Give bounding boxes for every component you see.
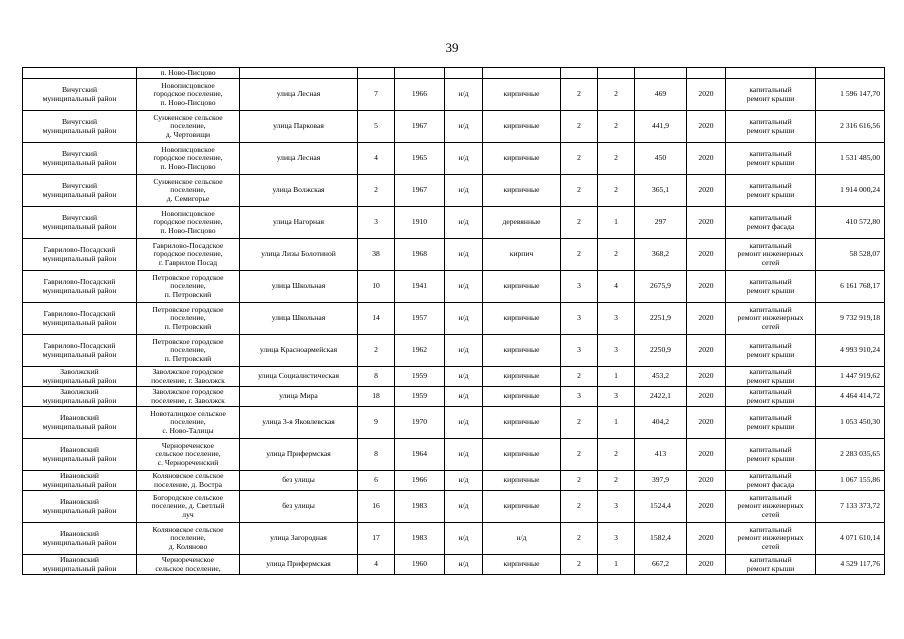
cell-year: 1941 <box>395 271 445 303</box>
cell-na1: н/д <box>445 439 483 471</box>
cell-street: улица Лесная <box>240 143 358 175</box>
table-row <box>23 387 885 407</box>
cell-plan-year: 2020 <box>687 175 726 207</box>
cell-cost: 1 531 485,00 <box>816 143 885 175</box>
cell-material: кирпичные <box>483 335 561 367</box>
cell-street: улица Лизы Болотиной <box>240 239 358 271</box>
cell-entrances: 2 <box>598 439 635 471</box>
cell-cost: 1 914 000,24 <box>816 175 885 207</box>
cell-material: кирпичные <box>483 387 561 407</box>
cell-plan-year: 2020 <box>687 111 726 143</box>
cell-year: 1966 <box>395 79 445 111</box>
cell-year: 1967 <box>395 175 445 207</box>
cell-floors: 2 <box>561 111 598 143</box>
cell-na1: н/д <box>445 407 483 439</box>
cell-district: Вичугский муниципальный район <box>23 175 137 207</box>
cell-entrances: 3 <box>598 523 635 555</box>
cell-house: 2 <box>358 175 395 207</box>
cell-district: Вичугский муниципальный район <box>23 207 137 239</box>
cell-cost: 7 133 373,72 <box>816 491 885 523</box>
cell-work: капитальный ремонт крыши <box>726 439 816 471</box>
cell-floors: 2 <box>561 555 598 575</box>
cell-floors: 3 <box>561 303 598 335</box>
cell-house: 10 <box>358 271 395 303</box>
cell-street: улица Школьная <box>240 271 358 303</box>
cell-plan-year: 2020 <box>687 143 726 175</box>
cell-na1: н/д <box>445 335 483 367</box>
cell-cost: 2 316 616,56 <box>816 111 885 143</box>
cell-plan-year: 2020 <box>687 207 726 239</box>
cell-settlement: п. Ново-Писцово <box>137 68 240 79</box>
cell-area: 453,2 <box>635 367 687 387</box>
cell-floors: 3 <box>561 271 598 303</box>
cell-district: Заволжский муниципальный район <box>23 387 137 407</box>
cell-district: Ивановский муниципальный район <box>23 471 137 491</box>
cell-settlement: Чернореченское сельское поселение, с. Чернореченский <box>137 439 240 471</box>
table-row <box>23 271 885 303</box>
cell-material: н/д <box>483 523 561 555</box>
cell-floors: 3 <box>561 387 598 407</box>
cell-house: 4 <box>358 143 395 175</box>
cell-floors: 2 <box>561 471 598 491</box>
cell-house <box>358 68 395 79</box>
cell-settlement: Богородское сельское поселение, д. Светлый луч <box>137 491 240 523</box>
cell-na1: н/д <box>445 523 483 555</box>
cell-material: кирпичные <box>483 491 561 523</box>
cell-settlement: Сунженское сельское поселение, д. Семигорье <box>137 175 240 207</box>
cell-floors <box>561 68 598 79</box>
cell-settlement: Петровское городское поселение, п. Петровский <box>137 271 240 303</box>
cell-material: кирпичные <box>483 407 561 439</box>
cell-house: 14 <box>358 303 395 335</box>
cell-street: улица Прифермская <box>240 439 358 471</box>
cell-material: кирпичные <box>483 271 561 303</box>
cell-floors: 2 <box>561 175 598 207</box>
table-row <box>23 407 885 439</box>
cell-na1: н/д <box>445 491 483 523</box>
cell-floors: 2 <box>561 143 598 175</box>
cell-area: 2251,9 <box>635 303 687 335</box>
cell-work: капитальный ремонт инженерных сетей <box>726 303 816 335</box>
cell-street: улица Парковая <box>240 111 358 143</box>
cell-entrances: 1 <box>598 407 635 439</box>
cell-street: улица Красноармейская <box>240 335 358 367</box>
table-row <box>23 471 885 491</box>
table-row <box>23 175 885 207</box>
cell-settlement: Чернореченское сельское поселение, <box>137 555 240 575</box>
cell-street: улица Нагорная <box>240 207 358 239</box>
housing-repair-table <box>22 67 885 575</box>
cell-na1: н/д <box>445 207 483 239</box>
cell-street: улица Волжская <box>240 175 358 207</box>
cell-area: 1582,4 <box>635 523 687 555</box>
cell-district: Гаврилово-Посадский муниципальный район <box>23 239 137 271</box>
cell-entrances: 1 <box>598 207 635 239</box>
cell-street: улица Загородная <box>240 523 358 555</box>
table-row <box>23 143 885 175</box>
cell-street: без улицы <box>240 491 358 523</box>
cell-cost: 410 572,80 <box>816 207 885 239</box>
cell-district: Гаврилово-Посадский муниципальный район <box>23 335 137 367</box>
cell-year: 1910 <box>395 207 445 239</box>
cell-district: Вичугский муниципальный район <box>23 79 137 111</box>
cell-plan-year: 2020 <box>687 555 726 575</box>
cell-material: кирпичные <box>483 111 561 143</box>
cell-entrances: 3 <box>598 303 635 335</box>
cell-area: 667,2 <box>635 555 687 575</box>
cell-material: кирпичные <box>483 79 561 111</box>
cell-area: 413 <box>635 439 687 471</box>
cell-settlement: Новоталицкое сельское поселение, с. Ново-Талицы <box>137 407 240 439</box>
cell-district: Вичугский муниципальный район <box>23 111 137 143</box>
cell-plan-year: 2020 <box>687 523 726 555</box>
table-row <box>23 555 885 575</box>
cell-plan-year: 2020 <box>687 387 726 407</box>
cell-area: 2675,9 <box>635 271 687 303</box>
cell-floors: 2 <box>561 367 598 387</box>
cell-settlement: Новописцовское городское поселение, п. Ново-Писцово <box>137 207 240 239</box>
table-row <box>23 523 885 555</box>
cell-settlement: Коляновское сельское поселение, д. Востра <box>137 471 240 491</box>
cell-cost: 4 529 117,76 <box>816 555 885 575</box>
cell-na1: н/д <box>445 143 483 175</box>
cell-na1 <box>445 68 483 79</box>
cell-house: 4 <box>358 555 395 575</box>
cell-year: 1967 <box>395 111 445 143</box>
cell-settlement: Сунженское сельское поселение, д. Чертовищи <box>137 111 240 143</box>
cell-year: 1959 <box>395 387 445 407</box>
cell-entrances: 2 <box>598 471 635 491</box>
cell-house: 8 <box>358 439 395 471</box>
cell-work: капитальный ремонт крыши <box>726 555 816 575</box>
cell-work: капитальный ремонт крыши <box>726 367 816 387</box>
cell-work: капитальный ремонт инженерных сетей <box>726 523 816 555</box>
table-row <box>23 68 885 79</box>
cell-entrances: 1 <box>598 367 635 387</box>
cell-year: 1965 <box>395 143 445 175</box>
cell-year: 1966 <box>395 471 445 491</box>
cell-plan-year: 2020 <box>687 303 726 335</box>
cell-area: 450 <box>635 143 687 175</box>
table-row <box>23 79 885 111</box>
cell-floors: 2 <box>561 239 598 271</box>
cell-entrances <box>598 68 635 79</box>
cell-material <box>483 68 561 79</box>
cell-year: 1957 <box>395 303 445 335</box>
cell-na1: н/д <box>445 271 483 303</box>
cell-settlement: Коляновское сельское поселение, д. Коляново <box>137 523 240 555</box>
cell-work: капитальный ремонт инженерных сетей <box>726 239 816 271</box>
cell-house: 18 <box>358 387 395 407</box>
cell-floors: 2 <box>561 491 598 523</box>
cell-settlement: Гаврилово-Посадское городское поселение, г. Гаврилов Посад <box>137 239 240 271</box>
cell-cost: 58 528,07 <box>816 239 885 271</box>
cell-na1: н/д <box>445 239 483 271</box>
table-row <box>23 207 885 239</box>
cell-house: 5 <box>358 111 395 143</box>
cell-entrances: 1 <box>598 555 635 575</box>
cell-floors: 2 <box>561 523 598 555</box>
cell-work: капитальный ремонт крыши <box>726 175 816 207</box>
cell-floors: 3 <box>561 335 598 367</box>
cell-material: кирпичные <box>483 143 561 175</box>
cell-na1: н/д <box>445 175 483 207</box>
cell-area: 368,2 <box>635 239 687 271</box>
cell-street: улица Школьная <box>240 303 358 335</box>
cell-plan-year <box>687 68 726 79</box>
cell-settlement: Новописцовское городское поселение, п. Ново-Писцово <box>137 79 240 111</box>
cell-na1: н/д <box>445 303 483 335</box>
cell-house: 16 <box>358 491 395 523</box>
cell-material: кирпич <box>483 239 561 271</box>
cell-material: кирпичные <box>483 367 561 387</box>
cell-house: 38 <box>358 239 395 271</box>
cell-house: 17 <box>358 523 395 555</box>
table-row <box>23 239 885 271</box>
cell-entrances: 2 <box>598 111 635 143</box>
cell-plan-year: 2020 <box>687 407 726 439</box>
cell-house: 8 <box>358 367 395 387</box>
cell-material: кирпичные <box>483 439 561 471</box>
cell-plan-year: 2020 <box>687 491 726 523</box>
cell-area: 469 <box>635 79 687 111</box>
cell-area: 1524,4 <box>635 491 687 523</box>
table-row <box>23 303 885 335</box>
cell-plan-year: 2020 <box>687 239 726 271</box>
cell-work: капитальный ремонт крыши <box>726 79 816 111</box>
cell-work: капитальный ремонт крыши <box>726 271 816 303</box>
cell-street: улица 3-я Яковлевская <box>240 407 358 439</box>
cell-house: 9 <box>358 407 395 439</box>
cell-area: 297 <box>635 207 687 239</box>
cell-cost: 2 283 035,65 <box>816 439 885 471</box>
table-row <box>23 439 885 471</box>
cell-floors: 2 <box>561 407 598 439</box>
cell-floors: 2 <box>561 439 598 471</box>
cell-entrances: 2 <box>598 143 635 175</box>
cell-house: 3 <box>358 207 395 239</box>
cell-na1: н/д <box>445 111 483 143</box>
cell-street: улица Социалистическая <box>240 367 358 387</box>
cell-cost: 9 732 919,18 <box>816 303 885 335</box>
table-row <box>23 335 885 367</box>
cell-plan-year: 2020 <box>687 439 726 471</box>
cell-material: кирпичные <box>483 471 561 491</box>
cell-cost: 4 464 414,72 <box>816 387 885 407</box>
cell-cost: 1 596 147,70 <box>816 79 885 111</box>
cell-cost: 4 993 910,24 <box>816 335 885 367</box>
cell-material: деревянные <box>483 207 561 239</box>
cell-district: Заволжский муниципальный район <box>23 367 137 387</box>
cell-cost: 4 071 610,14 <box>816 523 885 555</box>
cell-plan-year: 2020 <box>687 79 726 111</box>
cell-plan-year: 2020 <box>687 367 726 387</box>
cell-area: 365,1 <box>635 175 687 207</box>
cell-settlement: Заволжское городское поселение, г. Заволжск <box>137 387 240 407</box>
cell-district: Вичугский муниципальный район <box>23 143 137 175</box>
cell-house: 6 <box>358 471 395 491</box>
cell-settlement: Петровское городское поселение, п. Петровский <box>137 303 240 335</box>
cell-plan-year: 2020 <box>687 271 726 303</box>
cell-year: 1959 <box>395 367 445 387</box>
cell-area: 397,9 <box>635 471 687 491</box>
cell-street <box>240 68 358 79</box>
page-number: 39 <box>445 40 459 55</box>
cell-plan-year: 2020 <box>687 471 726 491</box>
cell-entrances: 2 <box>598 175 635 207</box>
table-row <box>23 111 885 143</box>
table-row <box>23 367 885 387</box>
cell-work: капитальный ремонт крыши <box>726 387 816 407</box>
cell-year <box>395 68 445 79</box>
cell-district: Ивановский муниципальный район <box>23 407 137 439</box>
cell-area: 2422,1 <box>635 387 687 407</box>
cell-street: улица Мира <box>240 387 358 407</box>
cell-area: 2250,9 <box>635 335 687 367</box>
cell-floors: 2 <box>561 207 598 239</box>
cell-floors: 2 <box>561 79 598 111</box>
cell-work: капитальный ремонт инженерных сетей <box>726 491 816 523</box>
cell-material: кирпичные <box>483 175 561 207</box>
cell-work: капитальный ремонт фасада <box>726 471 816 491</box>
cell-district: Гаврилово-Посадский муниципальный район <box>23 303 137 335</box>
cell-entrances: 3 <box>598 491 635 523</box>
cell-work: капитальный ремонт крыши <box>726 407 816 439</box>
cell-area: 404,2 <box>635 407 687 439</box>
cell-cost: 1 053 450,30 <box>816 407 885 439</box>
cell-work: капитальный ремонт крыши <box>726 143 816 175</box>
cell-na1: н/д <box>445 367 483 387</box>
cell-entrances: 2 <box>598 79 635 111</box>
cell-year: 1983 <box>395 491 445 523</box>
cell-entrances: 3 <box>598 335 635 367</box>
cell-district: Ивановский муниципальный район <box>23 523 137 555</box>
table-row <box>23 491 885 523</box>
cell-year: 1968 <box>395 239 445 271</box>
cell-district: Ивановский муниципальный район <box>23 439 137 471</box>
cell-district: Ивановский муниципальный район <box>23 555 137 575</box>
cell-entrances: 4 <box>598 271 635 303</box>
cell-na1: н/д <box>445 79 483 111</box>
cell-work: капитальный ремонт фасада <box>726 207 816 239</box>
cell-district <box>23 68 137 79</box>
cell-na1: н/д <box>445 555 483 575</box>
cell-street: улица Прифермская <box>240 555 358 575</box>
cell-year: 1970 <box>395 407 445 439</box>
cell-settlement: Новописцовское городское поселение, п. Ново-Писцово <box>137 143 240 175</box>
cell-cost <box>816 68 885 79</box>
cell-work <box>726 68 816 79</box>
cell-settlement: Петровское городское поселение, п. Петровский <box>137 335 240 367</box>
cell-cost: 1 447 919,62 <box>816 367 885 387</box>
cell-work: капитальный ремонт крыши <box>726 335 816 367</box>
cell-cost: 1 067 155,86 <box>816 471 885 491</box>
cell-district: Ивановский муниципальный район <box>23 491 137 523</box>
cell-area <box>635 68 687 79</box>
cell-na1: н/д <box>445 471 483 491</box>
cell-material: кирпичные <box>483 555 561 575</box>
cell-settlement: Заволжское городское поселение, г. Заволжск <box>137 367 240 387</box>
cell-cost: 6 161 768,17 <box>816 271 885 303</box>
cell-plan-year: 2020 <box>687 335 726 367</box>
cell-entrances: 3 <box>598 387 635 407</box>
cell-house: 2 <box>358 335 395 367</box>
cell-na1: н/д <box>445 387 483 407</box>
cell-entrances: 2 <box>598 239 635 271</box>
cell-street: улица Лесная <box>240 79 358 111</box>
cell-year: 1960 <box>395 555 445 575</box>
cell-street: без улицы <box>240 471 358 491</box>
cell-material: кирпичные <box>483 303 561 335</box>
cell-work: капитальный ремонт крыши <box>726 111 816 143</box>
cell-area: 441,9 <box>635 111 687 143</box>
cell-house: 7 <box>358 79 395 111</box>
cell-year: 1983 <box>395 523 445 555</box>
cell-year: 1964 <box>395 439 445 471</box>
cell-year: 1962 <box>395 335 445 367</box>
cell-district: Гаврилово-Посадский муниципальный район <box>23 271 137 303</box>
